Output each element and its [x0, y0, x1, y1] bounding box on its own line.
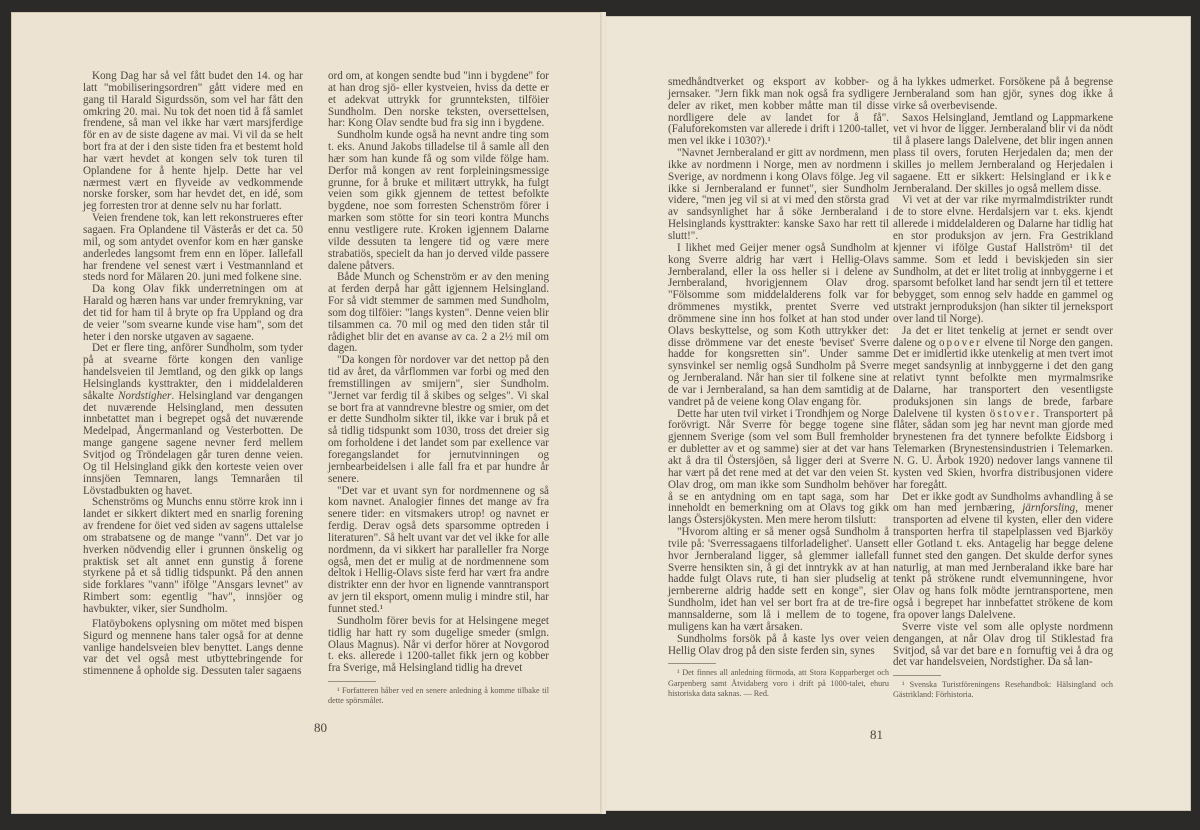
paragraph: Sundholm förer bevis for at Helsingene meget tidlig har hatt ry som dugelige smeder (smlgn. Olaus Magnus). Når vi derfor hörer at Novgorod t. eks. allerede i 1200-tallet fikk jern og kobber fra Sverige, må Helsingland tidlig ha drevet [328, 614, 549, 675]
paragraph: Vi vet at der var rike myrmalmdistrikter rundt de to store elvne. Herdalsjern var t. eks. kjendt allerede i middelalderen og Dalarne har tidlig hat en stor produksjon av jern. Fra Gestrikland kjenner vi ifölge Gustaf Hallström¹ til det samme. Som et ledd i beviskjeden sin sier Sundholm, at det er litet trolig at innbyggerne i et sparsomt befolket land har sendt jern til et tettere bebygget, som ennog selv hadde en gammel og utstrakt jernproduksjon (han sikter til jerneksport over land til Norge). [893, 194, 1113, 325]
emphasized-word: opover [938, 336, 982, 349]
text-run: , mener transporten ad elvene til kysten, eller den videre transporten herfra til stapelplassen ved Bjarköy eller Gotland t. eks. Antagelig har begge delene funnet sted den gangen. Det skulde derfor synes naturlig, at man med Jernberaland ikke bare har tenkt på strökene rundt elvemunningene, hvor Olav og hans folk mödte jerntransportene, men også i begrepet har innbefattet strökene de kom fra opover langs Dalelvene. [893, 502, 1113, 621]
text-run: fornuftig vei å dra og det var handelsveien, Nordstigher. Da så lan- [893, 644, 1113, 669]
text-run: Jernberaland. Der skilles jo også mellem disse. [893, 182, 1102, 195]
paragraph: Veien frendene tok, kan lett rekonstrueres efter sagaen. Fra Oplandene til Västerås er det ca. 50 mil, og som antydet ovenfor kom en hær ganske anderledes langsomt frem enn en löper. Iallefall har frendene vel senest vært i Vestmannland et steds nord for Mälaren 20. juni med folkene sine. [83, 212, 303, 284]
footnote: ¹ Forfatteren håber ved en senere anledning å komme tilbake til dette spörsmålet. [328, 686, 549, 706]
paragraph: ord om, at kongen sendte bud "inn i bygdene" for at han drog sjö- eller kystveien, hviss da dette er et adekvat uttrykk for grunnteksten, tilföier Sundholm. Den norske teksten, oversettelsen, har: Kong Olav sendte bud fra sig inn i bygdene. [328, 70, 549, 130]
paragraph: å ha lykkes udmerket. Forsökene på å begrense Jernberaland som han gjör, synes dog ikke å virke så overbevisende. [893, 76, 1113, 112]
text-run: . Transportert på flåter, sådan som jeg har nevnt man gjorde med brynestenen fra det tynnere befolkte Eidsborg i Telemarken (Brynestensindustrien i Telemarken. N. G. U. Årbok 1920) nedover langs vannene til kysten ved Skien, hvorfra distribusjonen videre har foregått. [893, 407, 1114, 491]
paragraph: Schenströms og Munchs ennu större krok inn i landet er sikkert diktert med en snarlig forening av frendene for öiet ved siden av sagens uttalelse om strabatsene og de mange "vann". Det var jo hverken nödvendig eller i grunnen önskelig og praktisk set alt annet enn gunstig å forene styrkene på et så tidlig tidspunkt. På den annen side forklares "vann" ifölge "Ansgars levnet" av Rimbert som: egentlig "hav", innsjöer og havbukter, viker, sier Sundholm. [83, 496, 303, 615]
paragraph: "Det var et uvant syn for nordmennene og så kom navnet. Analogier finnes det mange av fra senere tider: en vitsmakers utrop! og navnet er ferdig. Derav også dets sparsomme optreden i literaturen". Så helt uvant var det vel ikke for alle nordmenn, da vi sikkert har paralleller fra Norge også, men det er mulig at de nordmennene som deltok i Hellig-Olavs siste ferd har vært fra andre distrikter enn der hvor en lignende vanntransport av jern til eksport, omenn mulig i mindre stil, har funnet sted.¹ [328, 484, 549, 615]
emphasized-word: en [999, 644, 1015, 657]
paragraph [893, 326, 1113, 492]
italic-term: Nordstigher [118, 389, 172, 402]
book-gutter [600, 12, 606, 814]
paragraph: Kong Dag har så vel fått budet den 14. og har latt "mobiliseringsordren" gått videre med en gang til Harald Sigurdssön, som vel har fått den omkring 20. mai. Nu tok det noen tid å få samlet frendene, så man vel ikke har vært marsjferdige för en av de siste dagene av mai. Vi vil da se helt bort fra at der i den siste tiden fra et bestemt hold har vært hevdet at kongen selv tok turen til Oplandene for å hente hjelp. Dette har vel nærmest vært en flyveide av vedkommende norske forsker, som har hevdet det, en idé, som jeg forresten tror at denne selv nu har forlatt. [83, 70, 303, 213]
left-page-column-1 [83, 71, 303, 678]
footnote: ¹ Svenska Turistföreningens Resehandbok: Hälsingland och Gästrikland: Förhistoria. [893, 680, 1113, 700]
text-run: elvene til Norge den gangen. Det er imidlertid ikke utenkelig at men tvert imot meget sandsynlig at innbyggerne i det den gang relativt tynnt befolkte men myrmalmsrike Dalarne, har transportert den vesentligste produksjonen sin langs de brede, farbare Dalelvene til kysten [893, 336, 1113, 420]
right-page-column-2 [893, 77, 1113, 701]
footnote-rule [668, 663, 716, 664]
paragraph: Både Munch og Schenström er av den mening at ferden derpå har gått igjennem Helsingland. For så vidt stemmer de sammen med Sundholm, som dog tilföier: "langs kysten". Denne veien blir tilsammen ca. 70 mil og med den tiden står til rådighet blir det en avanse av ca. 2 a 2½ mil om dagen. [328, 271, 549, 355]
paragraph [893, 113, 1113, 196]
paragraph: Flatöybokens oplysning om mötet med bispen Sigurd og mennene hans taler også for at denne vanlige handelsveien blev benyttet. Langs denne var det vel også mest utbyttebringende for stimennene å opholde sig. Dessuten taler sagaens [83, 617, 303, 678]
paragraph: Sundholms forsök på å kaste lys over veien Hellig Olav drog på den siste ferden sin, synes [668, 632, 889, 657]
paragraph [83, 343, 303, 497]
footnote: ¹ Det finnes all anledning förmoda, att Stora Kopparberget och Garpenberg samt Åtvidaberg voro i drift på 1000-talet, ehuru historiska data saknas. — Red. [668, 668, 889, 698]
text-run: . Helsingland var dengangen det nuværende Helsingland, men dessuten innbetattet man i begrepet også det nuværende Medelpad, Ångermanland og Vesterbotten. De mange gangene sagene nevner ferd mellem Svitjod og Tröndelagen går turen denne veien. Og til Helsingland gikk den korteste veien over innsjöen Temnaren, langs Temnaråen til Lövstadbukten og havet. [83, 389, 303, 497]
paragraph: I likhet med Geijer mener også Sundholm at kong Sverre aldrig har vært i Hellig-Olavs Jernberaland, eller la oss heller si i delene av Jernberaland, hvorigjennem Olav drog. "Fölsomme som middelalderens folk var for drömmenes mystikk, prentet Sverre ved drömmene sine inn hos folket at han stod under Olavs beskyttelse, og som Koth uttrykker det: disse drömmene var det eneste 'beviset' Sverre hadde for kongsretten sin". Under samme synsvinkel ser nemlig også Sundholm på Sverre og Jernberaland. Når han sier til folkene sine at de var i Jernberaland, sa han dem samtidig at de vandret på de veiene kong Olav engang fòr. [668, 241, 889, 408]
footnote-rule [328, 681, 376, 682]
paragraph: Da kong Olav fikk underretningen om at Harald og hæren hans var under fremrykning, var det tid for ham til å bryte op fra Uppland og dra de veier "som svearne kunde vise ham", som det heter i den norske utgaven av sagaene. [83, 283, 303, 343]
right-page-column-1 [668, 77, 889, 699]
page-number-left: 80 [314, 720, 327, 735]
page-number-right: 81 [870, 727, 883, 742]
text-run: Det er ikke godt av Sundholms avhandling å se om han med jernbæring, [893, 490, 1113, 515]
italic-term: järnforsling [1022, 502, 1076, 515]
text-run: Det er flere ting, anförer Sundholm, som tyder på at svearne förte kongen den vanlige handelsveien til Jemtland, og den gikk op langs Helsinglands kysttrakter, den i middelalderen såkalte [83, 342, 303, 402]
paragraph [893, 622, 1113, 669]
emphasized-word: ikke [1085, 170, 1113, 183]
text-run: Ja det er litet tenkelig at jernet er sendt over dalene og [893, 324, 1113, 349]
text-run: Saxos Helsingland, Jemtland og Lappmarkene vet vi hvor de ligger. Jernberaland blir vi da nödt til å plasere langs Dalelvene, det blir ingen annen plass til overs, foruten Herjedalen da; men der skilles jo mellem Jernberaland og Herjedalen i sagaene. Ett er sikkert: Helsingland er [893, 111, 1113, 183]
footnote-rule [893, 675, 941, 676]
left-page-column-2 [328, 71, 549, 706]
paragraph [893, 492, 1113, 622]
paragraph: "Navnet Jernberaland er gitt av nordmenn, men ikke av nordmenn i Norge, men av nordmenn i Sverige, av nordmenn i kong Olavs fölge. Jeg vil ikke si Jernberaland er funnet", sier Sundholm videre, "men jeg vil si at vi med den största grad av sandsynlighet har å söke Jernberaland i Helsinglands kysttrakter: kanske Saxo har rett til slutt!". [668, 147, 889, 242]
paragraph: "Hvorom alting er så mener også Sundholm å tvile på: 'Sverressagaens tilforladelighet'. Uansett hvor Jernberaland ligger, så glemmer iallefall Sverre hensikten sin, å gi det inntrykk av at han hadde fulgt Olavs rute, ti han sier pludselig at jernbererne aldrig hadde sett en konge", sier Sundholm, idet han vel ser bort fra at de tre-fire mannsalderne, som lå i mellem de to togene, muligens kan ha vært årsaken. [668, 526, 889, 633]
paragraph: Dette har uten tvil virket i Trondhjem og Norge forövrigt. Når Sverre fòr begge togene sine gjennem Sverige (som vel som Bull fremholder er dubletter av et og samme) sier at det var hans akt å dra til Östersjöen, så ligger deri at Sverre har vært på det rene med at det var den veien St. Olav drog, om man ikke som Sundholm behöver å se en antydning om en tapt saga, som har inneholdt en bemerkning om at Olavs tog gikk langs Östersjökysten. Men mere herom tilslutt: [668, 407, 889, 527]
text-run: Sverre viste vel som alle oplyste nordmenn dengangen, at når Olav drog til Stiklestad fra Svitjod, så var det bare [893, 620, 1113, 657]
paragraph: "Da kongen fòr nordover var det nettop på den tid av året, da vårflommen var forbi og med den fremstillingen av smijern", sier Sundholm. "Jernet var ferdig til å skibes og selges". Vi skal se bort fra at vanndrevne blestre og smier, om det er dette Sundholm sikter til, ikke var i bruk på et så tidlig tidspunkt som 1030, tross det dreier sig om forholdene i det landet som par exellence var foregangslandet for jernutvinningen og jernbearbeidelsen i alle fall fra et par hundre år senere. [328, 354, 549, 485]
paragraph: Sundholm kunde også ha nevnt andre ting som t. eks. Anund Jakobs tilladelse til å samle all den hær som han kunde få og som vilde fölge ham. Derfor må kongen av rent forpleiningsmessige grunne, for å bruke et militært uttrykk, ha fulgt veien som gikk gjennem de tettest befolkte bygdene, noe som forresten Schenström förer i marken som stötte for sin teori kontra Munchs ennu vestligere rute. Kroken igjennem Dalarne vilde dessuten ta lengere tid og være mere strabatiös, specielt da han jo derved vilde passere dalene påtvers. [328, 129, 549, 272]
emphasized-word: östover [989, 407, 1037, 420]
paragraph: smedhåndtverket og eksport av kobber- og jernsaker. "Jern fikk man nok også fra sydligere deler av riket, men kobber måtte man til disse nordligere dele av landet for å få". (Faluforekomsten var allerede i drift i 1200-tallet, men vel ikke i 1030?).¹ [668, 76, 889, 148]
